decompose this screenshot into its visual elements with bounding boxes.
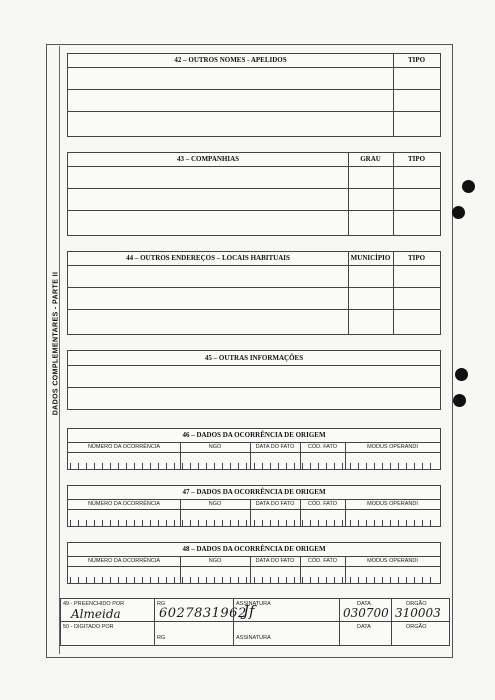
occurrence-row bbox=[68, 499, 440, 526]
row-line bbox=[68, 287, 440, 288]
column-divider bbox=[393, 54, 394, 136]
col-cod-fato: CÓD. FATO bbox=[307, 444, 338, 450]
col-cod-fato: CÓD. FATO bbox=[307, 558, 338, 564]
section-42-header bbox=[68, 54, 440, 68]
section-42-table bbox=[67, 53, 441, 137]
row-line bbox=[68, 452, 440, 453]
side-label: DADOS COMPLEMENTARES - PARTE II bbox=[52, 271, 60, 416]
row-line bbox=[68, 509, 440, 510]
section-48-header bbox=[68, 543, 440, 557]
digit-tick-marks bbox=[70, 463, 438, 469]
rg-label-1: RG bbox=[157, 601, 166, 607]
handwritten-signature: Jf bbox=[243, 602, 255, 620]
section-43-grau-label: GRAU bbox=[360, 155, 381, 163]
col-data-do-fato: DATA DO FATO bbox=[255, 444, 295, 450]
section-45-header bbox=[68, 351, 440, 366]
preenchido-por-label: 49 - PREENCHIDO POR bbox=[63, 601, 125, 607]
col-modus-operandi: MODUS OPERANDI bbox=[367, 558, 418, 564]
col-modus-operandi: MODUS OPERANDI bbox=[367, 444, 418, 450]
section-43-table bbox=[67, 152, 441, 236]
binder-hole bbox=[462, 180, 475, 193]
column-divider bbox=[348, 252, 349, 334]
section-48-table bbox=[67, 542, 441, 584]
col-numero-ocorrencia: NÚMERO DA OCORRÊNCIA bbox=[87, 501, 161, 507]
binder-hole bbox=[455, 368, 468, 381]
row-line bbox=[68, 188, 440, 189]
column-divider bbox=[391, 599, 392, 645]
section-43-tipo-label: TIPO bbox=[407, 155, 426, 163]
handwritten-date: 030700 bbox=[343, 606, 389, 620]
section-47-table bbox=[67, 485, 441, 527]
section-42-tipo-label: TIPO bbox=[407, 56, 426, 64]
handwritten-rg: 6027831962 bbox=[159, 606, 247, 621]
section-48-title: 48 – DADOS DA OCORRÊNCIA DE ORIGEM bbox=[182, 545, 326, 553]
orgao-label-2: ORGÃO bbox=[406, 624, 427, 630]
col-numero-ocorrencia: NÚMERO DA OCORRÊNCIA bbox=[87, 558, 161, 564]
col-numero-ocorrencia: NÚMERO DA OCORRÊNCIA bbox=[87, 444, 161, 450]
rg-label-2: RG bbox=[157, 635, 166, 641]
column-divider bbox=[154, 599, 155, 645]
footer-signature-box bbox=[60, 598, 450, 646]
column-divider bbox=[348, 153, 349, 235]
section-47-header bbox=[68, 486, 440, 500]
col-ngo: NGO bbox=[208, 501, 222, 507]
occurrence-row bbox=[68, 442, 440, 469]
col-ngo: NGO bbox=[208, 444, 222, 450]
section-43-header bbox=[68, 153, 440, 167]
occurrence-row bbox=[68, 556, 440, 583]
section-43-title: 43 – COMPANHIAS bbox=[176, 155, 240, 163]
col-data-do-fato: DATA DO FATO bbox=[255, 558, 295, 564]
section-46-table bbox=[67, 428, 441, 470]
digit-tick-marks bbox=[70, 577, 438, 583]
section-44-tipo-label: TIPO bbox=[407, 254, 426, 262]
section-44-title: 44 – OUTROS ENDEREÇOS – LOCAIS HABITUAIS bbox=[126, 254, 290, 262]
binder-hole bbox=[452, 206, 465, 219]
section-44-table bbox=[67, 251, 441, 335]
row-line bbox=[68, 111, 440, 112]
section-46-header bbox=[68, 429, 440, 443]
binder-hole bbox=[453, 394, 466, 407]
col-cod-fato: CÓD. FATO bbox=[307, 501, 338, 507]
assinatura-label-1: ASSINATURA bbox=[236, 601, 271, 607]
section-45-table bbox=[67, 350, 441, 410]
row-line bbox=[68, 89, 440, 90]
section-44-header bbox=[68, 252, 440, 266]
orgao-label-1: ORGÃO bbox=[406, 601, 427, 607]
col-data-do-fato: DATA DO FATO bbox=[255, 501, 295, 507]
data-label-1: DATA bbox=[357, 601, 371, 607]
row-line bbox=[68, 566, 440, 567]
column-divider bbox=[339, 599, 340, 645]
handwritten-orgao: 310003 bbox=[395, 606, 441, 620]
col-modus-operandi: MODUS OPERANDI bbox=[367, 501, 418, 507]
row-line bbox=[68, 387, 440, 388]
column-divider bbox=[393, 252, 394, 334]
col-ngo: NGO bbox=[208, 558, 222, 564]
handwritten-name: Almeida bbox=[71, 607, 121, 621]
section-47-title: 47 – DADOS DA OCORRÊNCIA DE ORIGEM bbox=[182, 488, 326, 496]
section-46-title: 46 – DADOS DA OCORRÊNCIA DE ORIGEM bbox=[182, 431, 326, 439]
data-label-2: DATA bbox=[357, 624, 371, 630]
section-45-title: 45 – OUTRAS INFORMAÇÕES bbox=[204, 354, 304, 362]
section-42-title: 42 – OUTROS NOMES - APELIDOS bbox=[174, 56, 287, 64]
row-line bbox=[68, 210, 440, 211]
column-divider bbox=[393, 153, 394, 235]
digitado-por-label: 50 - DIGITADO POR bbox=[63, 624, 114, 630]
digit-tick-marks bbox=[70, 520, 438, 526]
section-44-municipio-label: MUNICÍPIO bbox=[350, 254, 391, 262]
row-line bbox=[68, 309, 440, 310]
assinatura-label-2: ASSINATURA bbox=[236, 635, 271, 641]
